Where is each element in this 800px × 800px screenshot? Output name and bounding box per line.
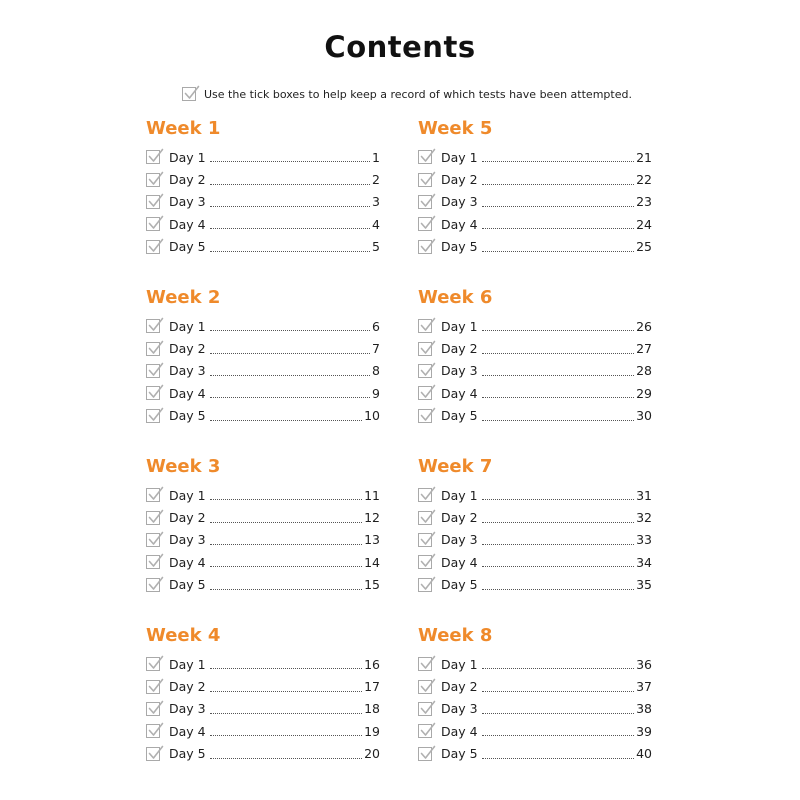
dot-leader [210, 419, 362, 421]
day-label: Day 2 [169, 510, 206, 526]
dot-leader [210, 160, 370, 162]
page-number: 18 [364, 701, 380, 717]
dot-leader [210, 565, 362, 567]
checkbox-tick-icon[interactable] [146, 555, 160, 569]
checkbox-tick-icon[interactable] [418, 342, 432, 356]
day-label: Day 1 [441, 149, 478, 165]
week-section [418, 285, 652, 454]
day-label: Day 5 [169, 408, 206, 424]
dot-leader [210, 543, 362, 545]
day-label: Day 3 [169, 363, 206, 379]
page-number: 16 [364, 656, 380, 672]
day-label: Day 3 [169, 194, 206, 210]
page-number: 5 [372, 239, 380, 255]
day-label: Day 2 [441, 172, 478, 188]
day-entry [146, 698, 380, 720]
page-number: 21 [636, 149, 652, 165]
day-label: Day 5 [441, 577, 478, 593]
week-section [418, 454, 652, 623]
page-number: 25 [636, 239, 652, 255]
day-label: Day 1 [441, 656, 478, 672]
checkbox-tick-icon[interactable] [418, 680, 432, 694]
dot-leader [210, 521, 362, 523]
dot-leader [210, 329, 370, 331]
page-number: 32 [636, 510, 652, 526]
checkbox-tick-icon[interactable] [146, 488, 160, 502]
checkbox-tick-icon[interactable] [418, 150, 432, 164]
dot-leader [482, 374, 634, 376]
day-entry [418, 213, 652, 235]
day-label: Day 2 [441, 341, 478, 357]
checkbox-tick-icon[interactable] [146, 724, 160, 738]
day-entry [146, 146, 380, 168]
page-number: 23 [636, 194, 652, 210]
page-number: 29 [636, 385, 652, 401]
dot-leader [210, 396, 370, 398]
day-label: Day 1 [169, 149, 206, 165]
checkbox-tick-icon[interactable] [146, 747, 160, 761]
checkbox-tick-icon[interactable] [418, 657, 432, 671]
page-number: 13 [364, 532, 380, 548]
checkbox-tick-icon[interactable] [418, 319, 432, 333]
dot-leader [210, 588, 362, 590]
dot-leader [210, 227, 370, 229]
checkbox-tick-icon[interactable] [182, 87, 196, 101]
day-entry [146, 236, 380, 258]
checkbox-tick-icon[interactable] [418, 702, 432, 716]
week-section [146, 623, 380, 792]
week-section [418, 116, 652, 285]
dot-leader [210, 734, 362, 736]
page-number: 20 [364, 746, 380, 762]
dot-leader [210, 498, 362, 500]
checkbox-tick-icon[interactable] [146, 364, 160, 378]
day-entry [146, 506, 380, 528]
day-label: Day 5 [169, 239, 206, 255]
dot-leader [482, 227, 634, 229]
day-label: Day 5 [441, 239, 478, 255]
checkbox-tick-icon[interactable] [146, 150, 160, 164]
page-number: 1 [372, 149, 380, 165]
day-entry [418, 653, 652, 675]
checkbox-tick-icon[interactable] [418, 511, 432, 525]
day-entry [418, 168, 652, 190]
dot-leader [210, 250, 370, 252]
page-number: 11 [364, 487, 380, 503]
page-title: Contents [324, 30, 476, 64]
day-label: Day 4 [441, 385, 478, 401]
day-entry [418, 236, 652, 258]
day-entry [146, 382, 380, 404]
day-label: Day 2 [441, 510, 478, 526]
day-label: Day 1 [169, 318, 206, 334]
checkbox-tick-icon[interactable] [418, 173, 432, 187]
page-number: 36 [636, 656, 652, 672]
page-number: 28 [636, 363, 652, 379]
contents-column-right [418, 116, 652, 792]
page-number: 12 [364, 510, 380, 526]
page-number: 40 [636, 746, 652, 762]
week-heading: Week 7 [418, 456, 493, 477]
day-entry [418, 551, 652, 573]
dot-leader [482, 588, 634, 590]
day-label: Day 4 [169, 385, 206, 401]
page-number: 34 [636, 554, 652, 570]
dot-leader [482, 396, 634, 398]
page-number: 27 [636, 341, 652, 357]
checkbox-tick-icon[interactable] [418, 364, 432, 378]
day-label: Day 4 [441, 723, 478, 739]
week-heading: Week 1 [146, 118, 221, 139]
day-label: Day 1 [169, 656, 206, 672]
day-label: Day 5 [441, 746, 478, 762]
week-section [146, 116, 380, 285]
week-heading: Week 2 [146, 287, 221, 308]
day-entry [418, 506, 652, 528]
page-number: 19 [364, 723, 380, 739]
checkbox-tick-icon[interactable] [418, 533, 432, 547]
checkbox-tick-icon[interactable] [146, 217, 160, 231]
dot-leader [482, 565, 634, 567]
page-number: 6 [372, 318, 380, 334]
day-entry [146, 574, 380, 596]
day-label: Day 1 [441, 318, 478, 334]
checkbox-tick-icon[interactable] [146, 657, 160, 671]
page-number: 17 [364, 679, 380, 695]
day-entry [418, 405, 652, 427]
page-number: 7 [372, 341, 380, 357]
dot-leader [482, 160, 634, 162]
checkbox-tick-icon[interactable] [146, 173, 160, 187]
checkbox-tick-icon[interactable] [418, 488, 432, 502]
day-entry [418, 484, 652, 506]
week-section [146, 454, 380, 623]
week-heading: Week 6 [418, 287, 493, 308]
day-label: Day 2 [169, 172, 206, 188]
day-entry [146, 360, 380, 382]
day-label: Day 2 [441, 679, 478, 695]
day-label: Day 4 [169, 554, 206, 570]
day-entry [418, 315, 652, 337]
day-label: Day 4 [441, 554, 478, 570]
dot-leader [482, 250, 634, 252]
page-number: 30 [636, 408, 652, 424]
checkbox-tick-icon[interactable] [146, 409, 160, 423]
page-number: 2 [372, 172, 380, 188]
day-label: Day 1 [169, 487, 206, 503]
page-number: 35 [636, 577, 652, 593]
day-entry [418, 146, 652, 168]
instruction-text: Use the tick boxes to help keep a record of which tests have been attempted. [204, 87, 632, 101]
dot-leader [482, 498, 634, 500]
day-entry [418, 698, 652, 720]
day-entry [146, 653, 380, 675]
page-number: 31 [636, 487, 652, 503]
day-label: Day 4 [169, 723, 206, 739]
day-entry [146, 213, 380, 235]
dot-leader [482, 543, 634, 545]
day-entry [146, 337, 380, 359]
week-heading: Week 8 [418, 625, 493, 646]
checkbox-tick-icon[interactable] [146, 342, 160, 356]
day-entry [146, 405, 380, 427]
day-entry [146, 720, 380, 742]
page-number: 39 [636, 723, 652, 739]
day-label: Day 5 [441, 408, 478, 424]
instruction-line [182, 85, 632, 103]
day-entry [418, 191, 652, 213]
page-number: 33 [636, 532, 652, 548]
checkbox-tick-icon[interactable] [418, 555, 432, 569]
page-number: 24 [636, 216, 652, 232]
checkbox-tick-icon[interactable] [418, 195, 432, 209]
week-heading: Week 5 [418, 118, 493, 139]
checkbox-tick-icon[interactable] [146, 195, 160, 209]
checkbox-tick-icon[interactable] [146, 386, 160, 400]
day-entry [418, 529, 652, 551]
day-entry [418, 360, 652, 382]
day-entry [146, 168, 380, 190]
dot-leader [210, 374, 370, 376]
checkbox-tick-icon[interactable] [418, 240, 432, 254]
page-number: 22 [636, 172, 652, 188]
day-entry [418, 574, 652, 596]
dot-leader [210, 205, 370, 207]
day-entry [146, 529, 380, 551]
dot-leader [482, 419, 634, 421]
dot-leader [482, 521, 634, 523]
day-label: Day 4 [441, 216, 478, 232]
page-number: 4 [372, 216, 380, 232]
dot-leader [210, 757, 362, 759]
dot-leader [482, 205, 634, 207]
dot-leader [482, 667, 634, 669]
page-number: 26 [636, 318, 652, 334]
dot-leader [482, 183, 634, 185]
page-number: 15 [364, 577, 380, 593]
day-label: Day 1 [441, 487, 478, 503]
day-label: Day 5 [169, 746, 206, 762]
day-entry [418, 675, 652, 697]
day-label: Day 4 [169, 216, 206, 232]
day-label: Day 3 [169, 701, 206, 717]
day-entry [146, 315, 380, 337]
dot-leader [482, 352, 634, 354]
day-entry [146, 675, 380, 697]
checkbox-tick-icon[interactable] [146, 680, 160, 694]
checkbox-tick-icon[interactable] [146, 533, 160, 547]
day-label: Day 2 [169, 341, 206, 357]
dot-leader [482, 734, 634, 736]
checkbox-tick-icon[interactable] [146, 240, 160, 254]
day-label: Day 3 [441, 363, 478, 379]
dot-leader [482, 757, 634, 759]
page-number: 9 [372, 385, 380, 401]
page-number: 8 [372, 363, 380, 379]
checkbox-tick-icon[interactable] [418, 217, 432, 231]
dot-leader [210, 183, 370, 185]
dot-leader [482, 690, 634, 692]
checkbox-tick-icon[interactable] [418, 409, 432, 423]
day-entry [418, 337, 652, 359]
dot-leader [210, 667, 362, 669]
page-number: 10 [364, 408, 380, 424]
dot-leader [210, 712, 362, 714]
dot-leader [482, 712, 634, 714]
contents-column-left [146, 116, 380, 792]
day-label: Day 3 [169, 532, 206, 548]
week-section [146, 285, 380, 454]
day-label: Day 3 [441, 701, 478, 717]
day-entry [146, 484, 380, 506]
checkbox-tick-icon[interactable] [146, 319, 160, 333]
day-entry [418, 743, 652, 765]
checkbox-tick-icon[interactable] [146, 702, 160, 716]
week-heading: Week 3 [146, 456, 221, 477]
checkbox-tick-icon[interactable] [418, 724, 432, 738]
dot-leader [210, 352, 370, 354]
page-number: 3 [372, 194, 380, 210]
day-entry [418, 382, 652, 404]
day-entry [146, 551, 380, 573]
day-entry [146, 743, 380, 765]
page-number: 14 [364, 554, 380, 570]
checkbox-tick-icon[interactable] [418, 386, 432, 400]
day-entry [146, 191, 380, 213]
day-label: Day 5 [169, 577, 206, 593]
week-section [418, 623, 652, 792]
checkbox-tick-icon[interactable] [146, 578, 160, 592]
checkbox-tick-icon[interactable] [418, 747, 432, 761]
day-entry [418, 720, 652, 742]
day-label: Day 3 [441, 194, 478, 210]
week-heading: Week 4 [146, 625, 221, 646]
checkbox-tick-icon[interactable] [146, 511, 160, 525]
page-number: 38 [636, 701, 652, 717]
dot-leader [210, 690, 362, 692]
page-number: 37 [636, 679, 652, 695]
checkbox-tick-icon[interactable] [418, 578, 432, 592]
day-label: Day 3 [441, 532, 478, 548]
day-label: Day 2 [169, 679, 206, 695]
dot-leader [482, 329, 634, 331]
